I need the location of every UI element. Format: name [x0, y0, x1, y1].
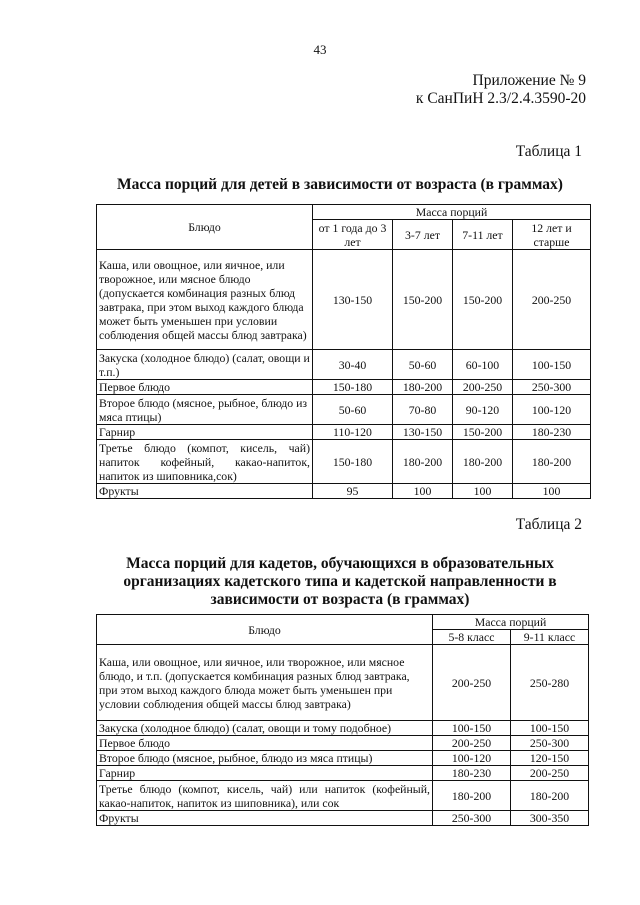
table1-value-cell: 60-100 — [453, 350, 513, 380]
table1-value-cell: 90-120 — [453, 395, 513, 425]
table2-dish-cell: Закуска (холодное блюдо) (салат, овощи и тому подобное) — [97, 721, 433, 736]
table2-value-cell: 200-250 — [511, 766, 589, 781]
page-number: 43 — [313, 42, 327, 57]
table2-value-cell: 200-250 — [433, 645, 511, 721]
table1-value-cell: 70-80 — [393, 395, 453, 425]
table-row — [97, 781, 589, 811]
table1-value-cell: 180-200 — [513, 440, 591, 484]
table-row — [97, 751, 589, 766]
table2 — [96, 614, 589, 826]
table1-header-group: Масса порций — [313, 205, 591, 220]
table2-title — [0, 555, 640, 609]
table1-value-cell: 30-40 — [313, 350, 393, 380]
table2-col-header: 5-8 класс — [433, 630, 511, 645]
table2-value-cell: 250-300 — [433, 811, 511, 826]
table1-value-cell: 100 — [453, 484, 513, 499]
table-row — [97, 736, 589, 751]
table1 — [96, 204, 591, 499]
table2-value-cell: 100-150 — [511, 721, 589, 736]
table2-value-cell: 120-150 — [511, 751, 589, 766]
table1-value-cell: 200-250 — [453, 380, 513, 395]
table1-value-cell: 180-200 — [393, 440, 453, 484]
appendix-line-2: к СанПиН 2.3/2.4.3590-20 — [415, 90, 586, 107]
table2-header-dish: Блюдо — [97, 615, 433, 645]
table-row — [97, 395, 591, 425]
table-row — [97, 484, 591, 499]
table1-value-cell: 180-200 — [393, 380, 453, 395]
table1-header-dish: Блюдо — [97, 205, 313, 250]
table2-title-line: Масса порций для кадетов, обучающихся в образовательных — [126, 555, 554, 572]
table1-value-cell: 150-200 — [393, 250, 453, 350]
table2-dish-cell: Первое блюдо — [97, 736, 433, 751]
table1-dish-cell: Каша, или овощное, или яичное, или творожное, или мясное блюдо (допускается комбинация разных блюд завтрака, при этом выход каждого блюда может быть уменьшен при условии соблюдения общей массы блюд завтрака) — [97, 250, 313, 350]
table2-dish-cell: Третье блюдо (компот, кисель, чай) или напиток (кофейный, какао-напиток, напиток из шиповника), или сок — [97, 781, 433, 811]
table2-value-cell: 250-300 — [511, 736, 589, 751]
table1-value-cell: 200-250 — [513, 250, 591, 350]
table1-value-cell: 150-200 — [453, 250, 513, 350]
table1-value-cell: 180-200 — [453, 440, 513, 484]
table1-value-cell: 110-120 — [313, 425, 393, 440]
table2-header-group: Масса порций — [433, 615, 589, 630]
table2-value-cell: 180-200 — [511, 781, 589, 811]
table1-value-cell: 95 — [313, 484, 393, 499]
table1-value-cell: 150-180 — [313, 440, 393, 484]
table2-col-header: 9-11 класс — [511, 630, 589, 645]
table1-value-cell: 150-200 — [453, 425, 513, 440]
table2-dish-cell: Гарнир — [97, 766, 433, 781]
table1-dish-cell: Фрукты — [97, 484, 313, 499]
table1-value-cell: 50-60 — [393, 350, 453, 380]
table2-value-cell: 100-120 — [433, 751, 511, 766]
table-row — [97, 721, 589, 736]
table1-value-cell: 150-180 — [313, 380, 393, 395]
table1-value-cell: 100-150 — [513, 350, 591, 380]
table-row — [97, 350, 591, 380]
table1-value-cell: 180-230 — [513, 425, 591, 440]
table1-dish-cell: Закуска (холодное блюдо) (салат, овощи и т.п.) — [97, 350, 313, 380]
table-row — [97, 250, 591, 350]
table1-dish-cell: Гарнир — [97, 425, 313, 440]
table1-col-header: 7-11 лет — [453, 220, 513, 250]
table2-title-line: организациях кадетского типа и кадетской направленности в — [123, 573, 557, 590]
table1-value-cell: 130-150 — [313, 250, 393, 350]
table2-value-cell: 100-150 — [433, 721, 511, 736]
appendix-header — [416, 72, 586, 108]
table1-title: Масса порций для детей в зависимости от возраста (в граммах) — [117, 176, 563, 193]
table1-value-cell: 130-150 — [393, 425, 453, 440]
table2-value-cell: 180-230 — [433, 766, 511, 781]
table1-col-header: 12 лет и старше — [513, 220, 591, 250]
table-row — [97, 766, 589, 781]
table1-dish-cell: Второе блюдо (мясное, рыбное, блюдо из мяса птицы) — [97, 395, 313, 425]
table1-dish-cell: Первое блюдо — [97, 380, 313, 395]
table2-label: Таблица 2 — [515, 516, 582, 533]
table2-value-cell: 180-200 — [433, 781, 511, 811]
table1-col-header: 3-7 лет — [393, 220, 453, 250]
table2-dish-cell: Фрукты — [97, 811, 433, 826]
table1-value-cell: 250-300 — [513, 380, 591, 395]
table2-title-line: зависимости от возраста (в граммах) — [210, 591, 470, 608]
table2-dish-cell: Второе блюдо (мясное, рыбное, блюдо из мяса птицы) — [97, 751, 433, 766]
table1-col-header: от 1 года до 3 лет — [313, 220, 393, 250]
table-row — [97, 811, 589, 826]
table-row — [97, 380, 591, 395]
table1-label: Таблица 1 — [515, 143, 582, 160]
table2-value-cell: 300-350 — [511, 811, 589, 826]
table-row — [97, 425, 591, 440]
table1-value-cell: 100 — [393, 484, 453, 499]
table1-dish-cell: Третье блюдо (компот, кисель, чай) напиток кофейный, какао-напиток, напиток из шиповника,сок) — [97, 440, 313, 484]
table1-value-cell: 50-60 — [313, 395, 393, 425]
table-row — [97, 645, 589, 721]
table-row — [97, 440, 591, 484]
table2-value-cell: 250-280 — [511, 645, 589, 721]
table2-dish-cell: Каша, или овощное, или яичное, или творожное, или мясное блюдо, и т.п. (допускается комбинация разных блюд завтрака, при этом выход каждого блюда может быть уменьшен при условии соблюдения общей массы блюд завтрака) — [97, 645, 433, 721]
table2-value-cell: 200-250 — [433, 736, 511, 751]
table1-value-cell: 100-120 — [513, 395, 591, 425]
appendix-line-1: Приложение № 9 — [472, 72, 586, 89]
table1-value-cell: 100 — [513, 484, 591, 499]
